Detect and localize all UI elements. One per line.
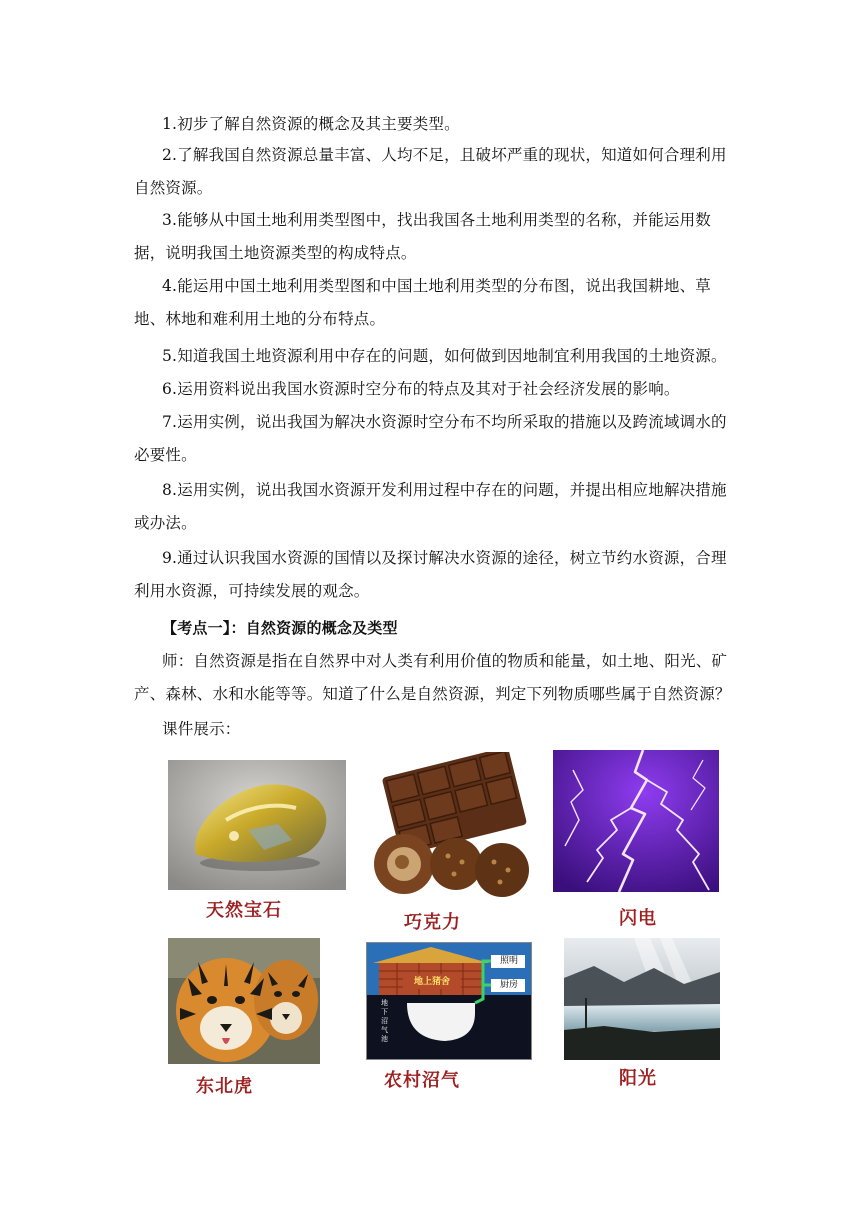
- sunlight-image: [564, 938, 720, 1060]
- teacher-text: 师：自然资源是指在自然界中对人类有利用价值的物质和能量，如土地、阳光、矿产、森林、水和水能等等。知道了什么是自然资源，判定下列物质哪些属于自然资源？: [134, 652, 731, 703]
- biogas-label-tank: 地下沼气池: [381, 999, 388, 1043]
- section-heading: 【考点一】：自然资源的概念及类型: [162, 619, 398, 637]
- gem-image: [168, 760, 346, 890]
- objective-1: 1.初步了解自然资源的概念及其主要类型。: [162, 115, 460, 133]
- tiger-caption: 东北虎: [196, 1076, 253, 1097]
- objective-6: 6.运用资料说出我国水资源时空分布的特点及其对于社会经济发展的影响。: [162, 380, 680, 398]
- objective-9: 9.通过认识我国水资源的国情以及探讨解决水资源的途径，树立节约水资源，合理利用水资源，可持续发展的观念。: [134, 549, 727, 600]
- lightning-image: [553, 750, 719, 892]
- objective-5: 5.知道我国土地资源利用中存在的问题，如何做到因地制宜利用我国的土地资源。: [162, 347, 727, 365]
- biogas-label-lighting: 照明: [499, 956, 518, 966]
- sunlight-caption: 阳光: [619, 1068, 657, 1089]
- chocolate-image: [362, 752, 532, 900]
- objective-4: 4.能运用中国土地利用类型图和中国土地利用类型的分布图，说出我国耕地、草地、林地和难利用土地的分布特点。: [134, 277, 711, 328]
- objective-8: 8.运用实例，说出我国水资源开发利用过程中存在的问题，并提出相应地解决措施或办法。: [134, 481, 727, 532]
- objective-3: 3.能够从中国土地利用类型图中，找出我国各土地利用类型的名称，并能运用数据，说明我国土地资源类型的构成特点。: [134, 211, 711, 262]
- biogas-caption: 农村沼气: [384, 1070, 460, 1091]
- biogas-label-kitchen: 厨房: [499, 980, 518, 990]
- tiger-image: [168, 938, 320, 1064]
- lightning-caption: 闪电: [619, 908, 657, 929]
- gem-caption: 天然宝石: [206, 900, 282, 921]
- biogas-label-house: 地上猪舍: [413, 977, 450, 987]
- biogas-diagram: [366, 942, 532, 1060]
- courseware-label: 课件展示：: [162, 720, 241, 738]
- objective-7: 7.运用实例，说出我国为解决水资源时空分布不均所采取的措施以及跨流域调水的必要性。: [134, 413, 727, 464]
- chocolate-caption: 巧克力: [404, 912, 461, 933]
- objective-2: 2.了解我国自然资源总量丰富、人均不足，且破坏严重的现状，知道如何合理利用自然资源。: [134, 146, 727, 197]
